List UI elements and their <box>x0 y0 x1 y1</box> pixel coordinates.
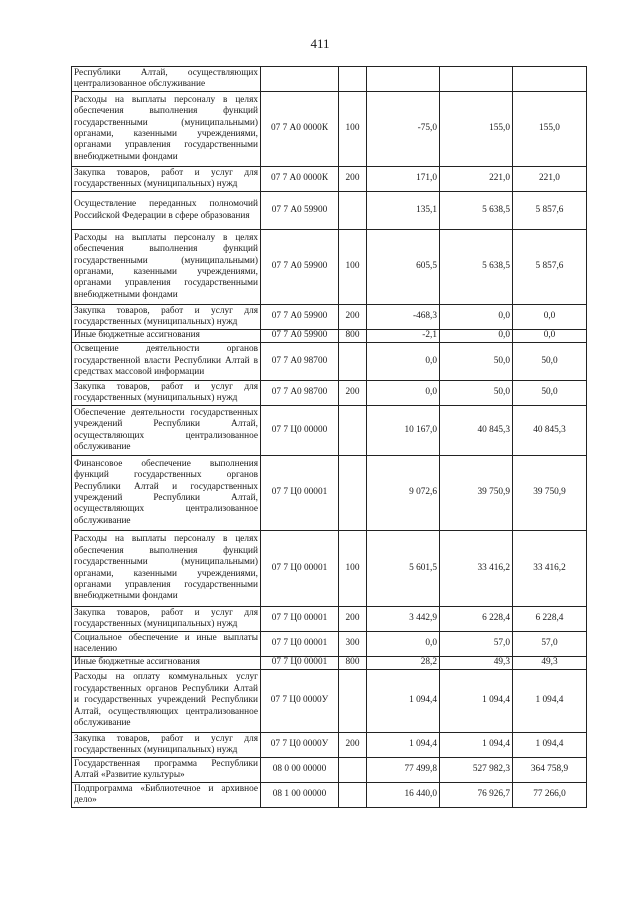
row-expense-type: 100 <box>339 230 367 305</box>
row-value-2: 155,0 <box>440 92 513 167</box>
row-value-2: 221,0 <box>440 167 513 192</box>
budget-table <box>71 66 587 808</box>
row-code: 07 7 Ц0 00001 <box>261 607 339 632</box>
table-row <box>72 670 587 733</box>
row-expense-type <box>339 67 367 92</box>
row-value-2: 5 638,5 <box>440 230 513 305</box>
row-value-3: 1 094,4 <box>513 670 587 733</box>
row-value-2: 39 750,9 <box>440 456 513 531</box>
row-name: Закупка товаров, работ и услуг для государственных (муниципальных) нужд <box>72 305 261 330</box>
row-value-1: 1 094,4 <box>367 670 440 733</box>
row-expense-type: 200 <box>339 167 367 192</box>
row-value-2: 6 228,4 <box>440 607 513 632</box>
row-name: Государственная программа Республики Алтай «Развитие культуры» <box>72 758 261 783</box>
row-code: 07 7 Ц0 0000У <box>261 670 339 733</box>
row-value-1: 0,0 <box>367 632 440 657</box>
row-code: 07 7 А0 98700 <box>261 343 339 381</box>
table-row <box>72 758 587 783</box>
row-value-1: 135,1 <box>367 192 440 230</box>
page-number: 411 <box>310 36 330 51</box>
row-code: 07 7 А0 59900 <box>261 330 339 343</box>
row-value-1: 3 442,9 <box>367 607 440 632</box>
row-code: 07 7 Ц0 00001 <box>261 632 339 657</box>
row-name: Закупка товаров, работ и услуг для государственных (муниципальных) нужд <box>72 733 261 758</box>
row-code: 08 1 00 00000 <box>261 783 339 808</box>
table-row <box>72 92 587 167</box>
row-value-2: 0,0 <box>440 330 513 343</box>
row-value-1: 0,0 <box>367 381 440 406</box>
row-value-1: 5 601,5 <box>367 531 440 607</box>
row-value-2: 5 638,5 <box>440 192 513 230</box>
table-row <box>72 305 587 330</box>
row-code: 07 7 Ц0 00001 <box>261 531 339 607</box>
table-row <box>72 632 587 657</box>
row-name: Финансовое обеспечение выполнения функций государственных органов Республики Алтай и государственных учреждений Республики Алтай, осуществляющих централизованное обслуживание <box>72 456 261 531</box>
row-name: Расходы на выплаты персоналу в целях обеспечения выполнения функций государственными (муниципальными) органами, казенными учреждениями, органами управления государственными внебюджетными фондами <box>72 230 261 305</box>
table-row <box>72 381 587 406</box>
row-name: Расходы на выплаты персоналу в целях обеспечения выполнения функций государственными (муниципальными) органами, казенными учреждениями, органами управления государственными внебюджетными фондами <box>72 531 261 607</box>
table-row <box>72 343 587 381</box>
row-code: 07 7 А0 98700 <box>261 381 339 406</box>
row-value-1: 16 440,0 <box>367 783 440 808</box>
row-code: 07 7 А0 59900 <box>261 305 339 330</box>
table-row <box>72 531 587 607</box>
row-expense-type: 200 <box>339 381 367 406</box>
table-row <box>72 192 587 230</box>
row-value-2: 40 845,3 <box>440 406 513 456</box>
row-value-3 <box>513 67 587 92</box>
row-name: Расходы на выплаты персоналу в целях обеспечения выполнения функций государственными (муниципальными) органами, казенными учреждениями, органами управления государственными внебюджетными фондами <box>72 92 261 167</box>
row-expense-type: 100 <box>339 531 367 607</box>
row-name: Республики Алтай, осуществляющих централизованное обслуживание <box>72 67 261 92</box>
table-row <box>72 167 587 192</box>
table-row <box>72 406 587 456</box>
row-expense-type <box>339 670 367 733</box>
table-row <box>72 733 587 758</box>
row-value-1 <box>367 67 440 92</box>
row-value-3: 155,0 <box>513 92 587 167</box>
row-value-2: 1 094,4 <box>440 670 513 733</box>
table-row <box>72 783 587 808</box>
row-value-3: 5 857,6 <box>513 192 587 230</box>
row-value-3: 57,0 <box>513 632 587 657</box>
row-code: 07 7 А0 0000К <box>261 92 339 167</box>
row-value-3: 5 857,6 <box>513 230 587 305</box>
row-name: Иные бюджетные ассигнования <box>72 657 261 670</box>
row-expense-type <box>339 456 367 531</box>
row-value-3: 0,0 <box>513 330 587 343</box>
row-name: Закупка товаров, работ и услуг для государственных (муниципальных) нужд <box>72 381 261 406</box>
row-value-1: 28,2 <box>367 657 440 670</box>
row-value-2: 76 926,7 <box>440 783 513 808</box>
row-code: 07 7 Ц0 00000 <box>261 406 339 456</box>
row-value-2: 50,0 <box>440 343 513 381</box>
row-value-3: 50,0 <box>513 381 587 406</box>
row-value-1: -75,0 <box>367 92 440 167</box>
row-name: Расходы на оплату коммунальных услуг государственных органов Республики Алтай и государственных учреждений Республики Алтай, осуществляющих централизованное обслуживание <box>72 670 261 733</box>
row-expense-type <box>339 783 367 808</box>
row-value-1: 77 499,8 <box>367 758 440 783</box>
row-code: 07 7 Ц0 00001 <box>261 657 339 670</box>
row-value-3: 0,0 <box>513 305 587 330</box>
row-name: Закупка товаров, работ и услуг для государственных (муниципальных) нужд <box>72 607 261 632</box>
row-name: Обеспечение деятельности государственных учреждений Республики Алтай, осуществляющих централизованное обслуживание <box>72 406 261 456</box>
row-name: Подпрограмма «Библиотечное и архивное дело» <box>72 783 261 808</box>
row-value-3: 364 758,9 <box>513 758 587 783</box>
row-value-2: 57,0 <box>440 632 513 657</box>
row-expense-type: 200 <box>339 305 367 330</box>
row-expense-type: 100 <box>339 92 367 167</box>
row-code: 07 7 А0 59900 <box>261 192 339 230</box>
row-code: 07 7 А0 59900 <box>261 230 339 305</box>
row-value-1: 605,5 <box>367 230 440 305</box>
row-expense-type: 800 <box>339 330 367 343</box>
row-value-2: 527 982,3 <box>440 758 513 783</box>
row-value-1: 10 167,0 <box>367 406 440 456</box>
row-value-1: 171,0 <box>367 167 440 192</box>
table-row <box>72 330 587 343</box>
row-value-3: 39 750,9 <box>513 456 587 531</box>
row-value-2 <box>440 67 513 92</box>
row-code <box>261 67 339 92</box>
row-expense-type <box>339 758 367 783</box>
table-row <box>72 607 587 632</box>
row-value-2: 1 094,4 <box>440 733 513 758</box>
table-row <box>72 657 587 670</box>
row-expense-type: 300 <box>339 632 367 657</box>
row-value-3: 6 228,4 <box>513 607 587 632</box>
row-value-1: 0,0 <box>367 343 440 381</box>
row-expense-type: 200 <box>339 733 367 758</box>
row-expense-type: 800 <box>339 657 367 670</box>
row-expense-type <box>339 192 367 230</box>
row-code: 07 7 А0 0000К <box>261 167 339 192</box>
row-value-3: 77 266,0 <box>513 783 587 808</box>
row-expense-type <box>339 406 367 456</box>
row-value-3: 49,3 <box>513 657 587 670</box>
row-value-2: 0,0 <box>440 305 513 330</box>
row-name: Закупка товаров, работ и услуг для государственных (муниципальных) нужд <box>72 167 261 192</box>
row-value-3: 1 094,4 <box>513 733 587 758</box>
row-value-3: 221,0 <box>513 167 587 192</box>
row-expense-type: 200 <box>339 607 367 632</box>
row-value-1: 9 072,6 <box>367 456 440 531</box>
table-row <box>72 456 587 531</box>
row-code: 07 7 Ц0 0000У <box>261 733 339 758</box>
row-name: Освещение деятельности органов государственной власти Республики Алтай в средствах массовой информации <box>72 343 261 381</box>
row-value-1: 1 094,4 <box>367 733 440 758</box>
row-value-3: 50,0 <box>513 343 587 381</box>
table-row <box>72 67 587 92</box>
row-name: Иные бюджетные ассигнования <box>72 330 261 343</box>
row-name: Социальное обеспечение и иные выплаты населению <box>72 632 261 657</box>
row-value-3: 33 416,2 <box>513 531 587 607</box>
row-value-3: 40 845,3 <box>513 406 587 456</box>
row-value-2: 50,0 <box>440 381 513 406</box>
row-code: 07 7 Ц0 00001 <box>261 456 339 531</box>
row-value-2: 49,3 <box>440 657 513 670</box>
row-expense-type <box>339 343 367 381</box>
row-value-2: 33 416,2 <box>440 531 513 607</box>
row-name: Осуществление переданных полномочий Российской Федерации в сфере образования <box>72 192 261 230</box>
table-row <box>72 230 587 305</box>
row-code: 08 0 00 00000 <box>261 758 339 783</box>
row-value-1: -2,1 <box>367 330 440 343</box>
row-value-1: -468,3 <box>367 305 440 330</box>
